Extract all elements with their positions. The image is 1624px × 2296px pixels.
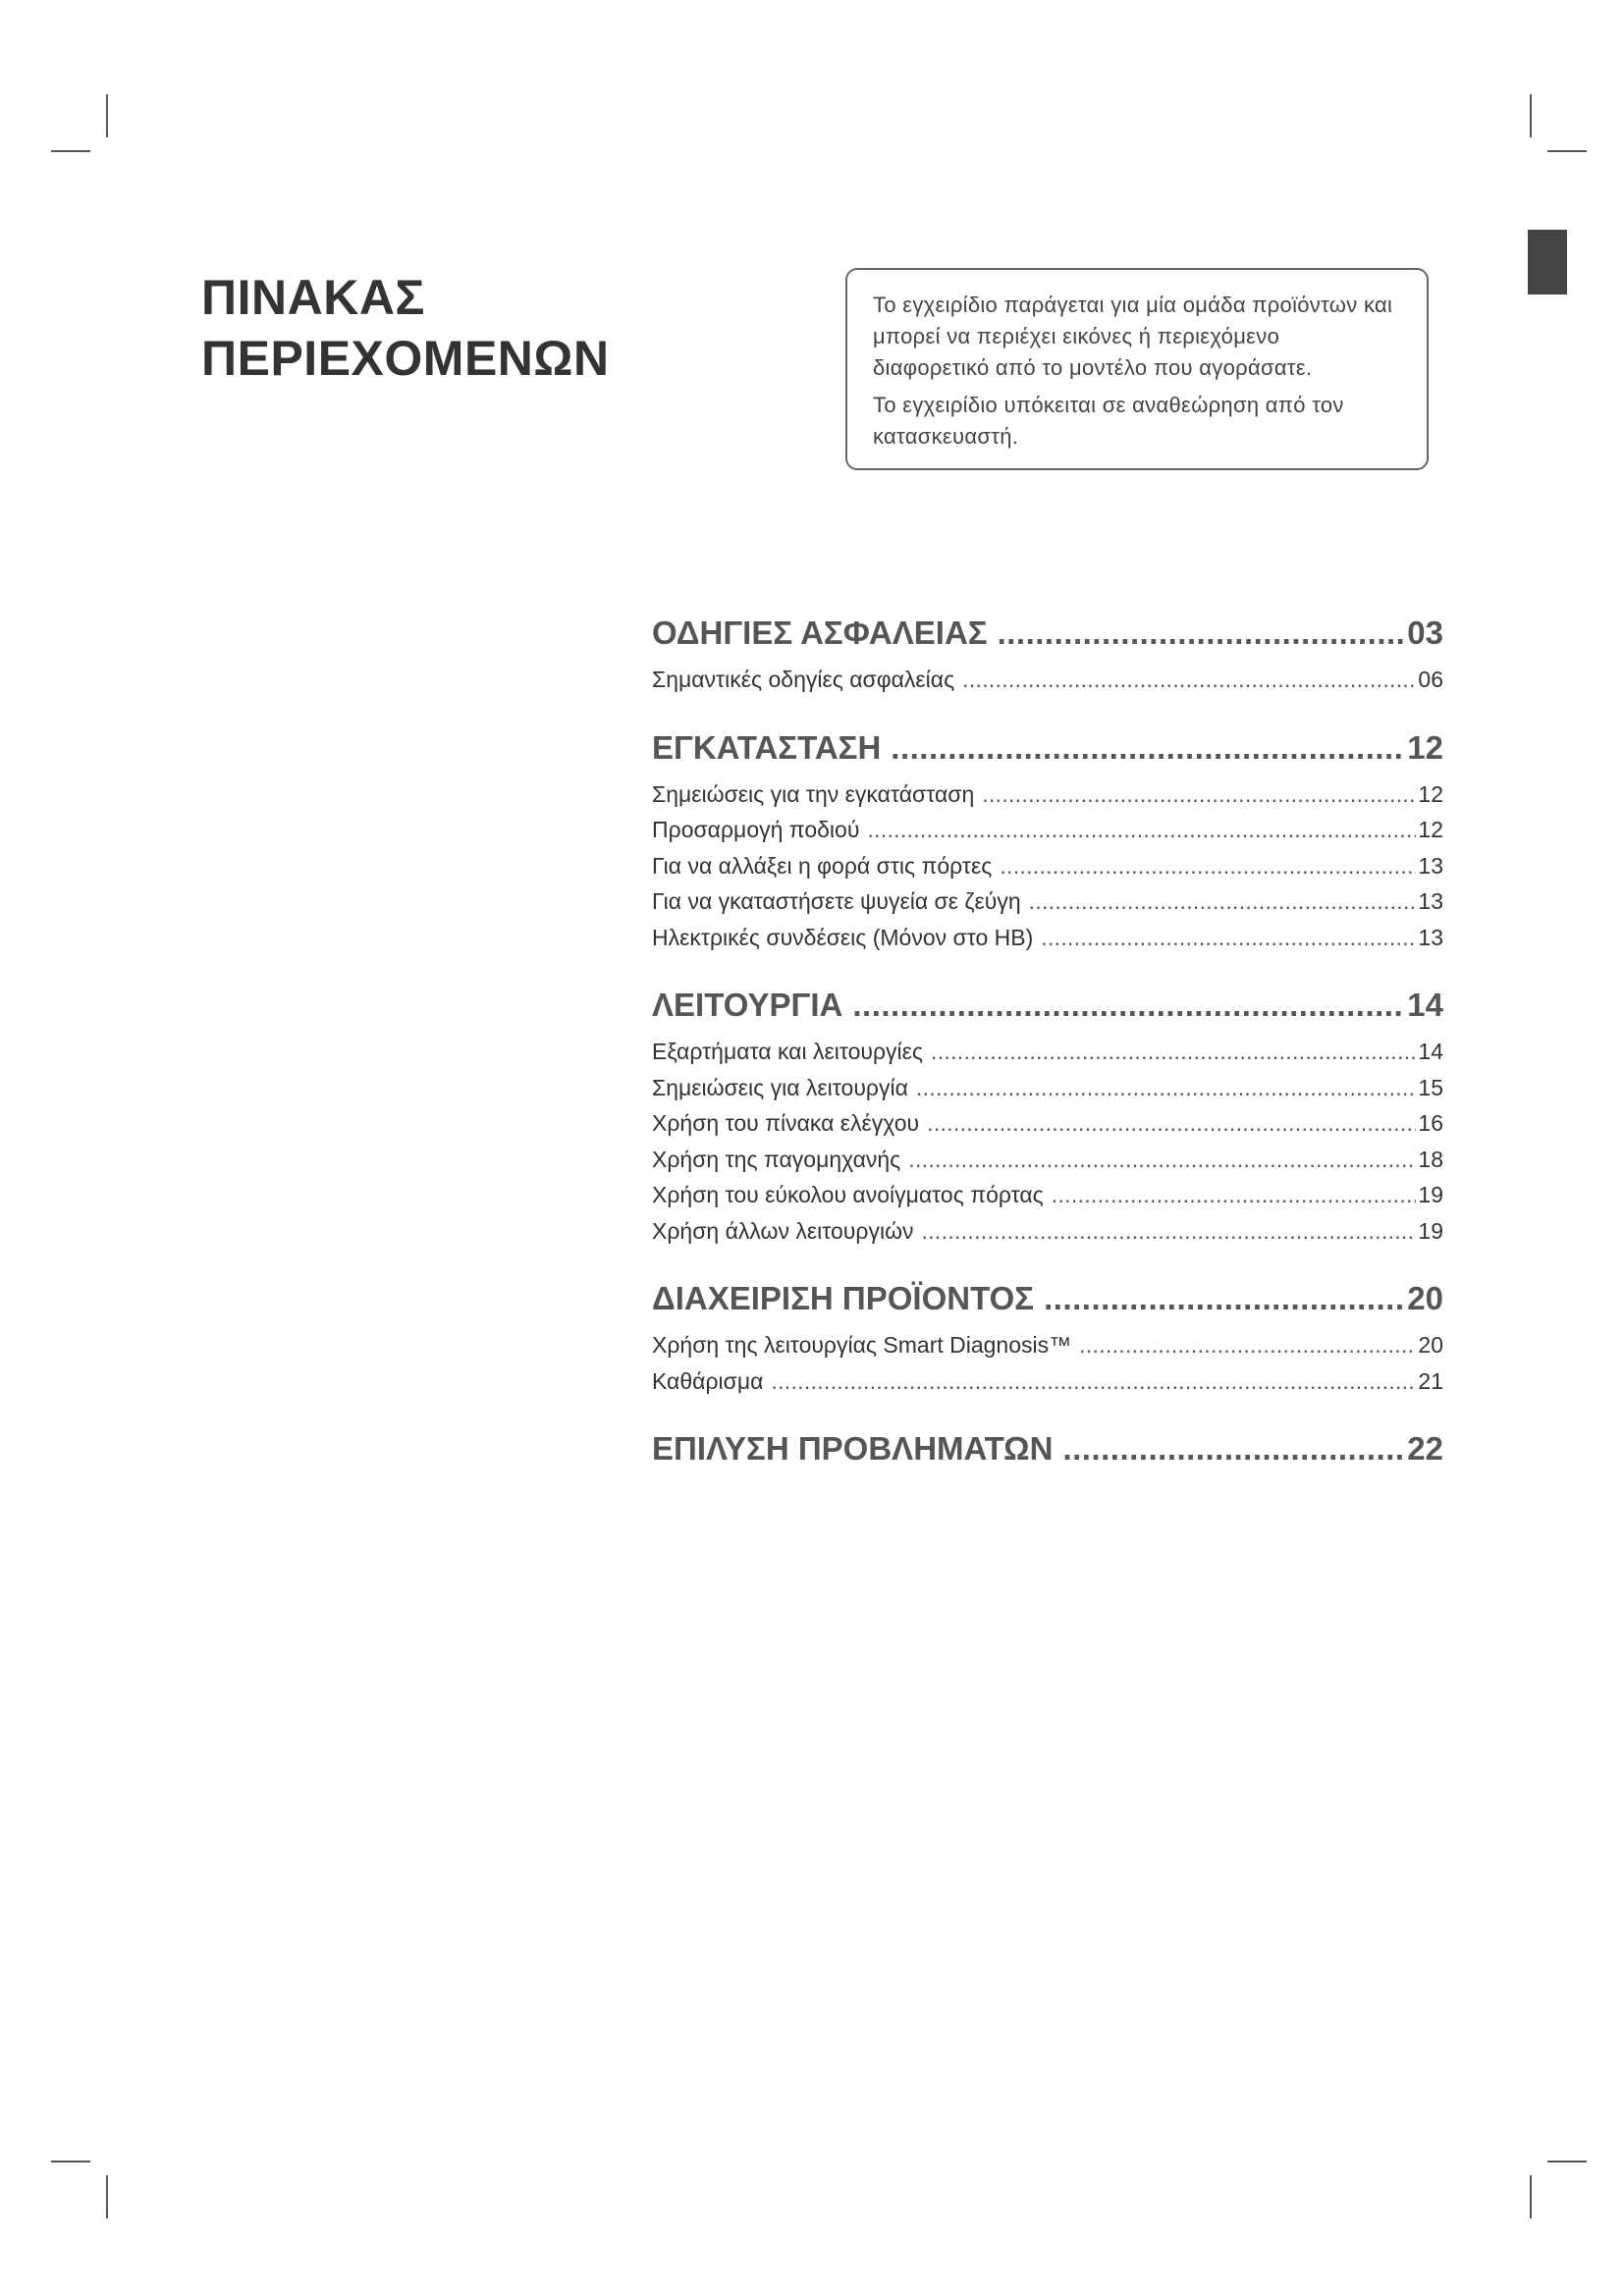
dot-leader bbox=[908, 1142, 1416, 1178]
toc-section-page-number: 20 bbox=[1407, 1280, 1443, 1316]
notice-paragraph-1: Το εγχειρίδιο παράγεται για μία ομάδα προϊόντων και μπορεί να περιέχει εικόνες ή περιεχόμενο διαφορετικό από το μοντέλο που αγοράσατε. bbox=[873, 293, 1393, 380]
notice-box bbox=[845, 268, 1429, 470]
toc-section-title: ΛΕΙΤΟΥΡΓΙΑ bbox=[652, 987, 843, 1023]
crop-mark-bottom-right-horizontal bbox=[1547, 2161, 1587, 2163]
toc-entry[interactable] bbox=[652, 1070, 1443, 1106]
crop-mark-top-right-vertical bbox=[1530, 94, 1532, 137]
toc-entry-label: Ηλεκτρικές συνδέσεις (Μόνον στο HB) bbox=[652, 924, 1034, 950]
dot-leader bbox=[927, 1105, 1416, 1142]
toc-section-title: ΔΙΑΧΕΙΡΙΣΗ ΠΡΟΪΟΝΤΟΣ bbox=[652, 1280, 1035, 1316]
toc-entry-label: Για να αλλάξει η φορά στις πόρτες bbox=[652, 852, 993, 879]
toc-entry-page-number: 13 bbox=[1418, 924, 1443, 950]
dot-leader bbox=[1029, 883, 1417, 920]
page-title bbox=[201, 267, 610, 389]
toc-entry-page-number: 21 bbox=[1418, 1367, 1443, 1394]
crop-mark-top-right-horizontal bbox=[1547, 150, 1587, 152]
toc-section-heading[interactable] bbox=[652, 723, 1443, 773]
toc-section-heading[interactable] bbox=[652, 981, 1443, 1030]
toc-entry[interactable] bbox=[652, 1363, 1443, 1400]
toc-entry[interactable] bbox=[652, 1105, 1443, 1142]
toc-entry-label: Σημαντικές οδηγίες ασφαλείας bbox=[652, 667, 955, 692]
toc-section bbox=[652, 981, 1443, 1249]
toc-entry-label: Χρήση άλλων λειτουργιών bbox=[652, 1217, 914, 1244]
dot-leader bbox=[962, 662, 1416, 698]
table-of-contents bbox=[652, 609, 1443, 1499]
toc-section-page-number: 12 bbox=[1407, 728, 1443, 766]
toc-section-heading[interactable] bbox=[652, 1274, 1443, 1323]
toc-entry[interactable] bbox=[652, 1327, 1443, 1363]
page-title-line-1: ΠΙΝΑΚΑΣ bbox=[201, 270, 425, 325]
toc-section bbox=[652, 1274, 1443, 1399]
dot-leader bbox=[931, 1034, 1416, 1070]
crop-mark-bottom-left-vertical bbox=[106, 2175, 108, 2218]
toc-entry[interactable] bbox=[652, 662, 1443, 698]
toc-section-title: ΕΓΚΑΤΑΣΤΑΣΗ bbox=[652, 728, 882, 766]
toc-section-page-number: 22 bbox=[1407, 1430, 1443, 1467]
toc-entry-label: Χρήση του εύκολου ανοίγματος πόρτας bbox=[652, 1182, 1044, 1207]
dot-leader bbox=[1079, 1327, 1416, 1363]
toc-entry-page-number: 06 bbox=[1418, 667, 1443, 692]
dot-leader bbox=[982, 776, 1416, 813]
toc-entry-page-number: 20 bbox=[1418, 1332, 1443, 1358]
dot-leader bbox=[771, 1363, 1416, 1400]
toc-section-title: ΟΔΗΓΙΕΣ ΑΣΦΑΛΕΙΑΣ bbox=[652, 614, 988, 651]
toc-entry-label: Χρήση της παγομηχανής bbox=[652, 1146, 901, 1172]
toc-entry-label: Για να γκαταστήσετε ψυγεία σε ζεύγη bbox=[652, 888, 1021, 914]
toc-entry[interactable] bbox=[652, 883, 1443, 920]
crop-mark-bottom-left-horizontal bbox=[51, 2161, 90, 2163]
crop-mark-bottom-right-vertical bbox=[1530, 2175, 1532, 2218]
toc-entry-label: Σημειώσεις για λειτουργία bbox=[652, 1074, 908, 1100]
page-title-line-2: ΠΕΡΙΕΧΟΜΕΝΩΝ bbox=[201, 331, 610, 386]
toc-entry-page-number: 16 bbox=[1418, 1110, 1443, 1136]
dot-leader bbox=[922, 1213, 1417, 1250]
dot-leader bbox=[1044, 1274, 1403, 1323]
toc-entry-page-number: 18 bbox=[1418, 1146, 1443, 1172]
toc-entry[interactable] bbox=[652, 1142, 1443, 1178]
crop-mark-top-left-horizontal bbox=[51, 150, 90, 152]
toc-section-title: ΕΠΙΛΥΣΗ ΠΡΟΒΛΗΜΑΤΩΝ bbox=[652, 1430, 1054, 1467]
toc-entry-label: Χρήση του πίνακα ελέγχου bbox=[652, 1110, 920, 1136]
toc-entry[interactable] bbox=[652, 1177, 1443, 1213]
toc-entry-label: Καθάρισμα bbox=[652, 1367, 764, 1394]
toc-entry-page-number: 19 bbox=[1418, 1182, 1443, 1207]
crop-mark-top-left-vertical bbox=[106, 94, 108, 137]
toc-entry-page-number: 14 bbox=[1418, 1039, 1443, 1064]
toc-entry-page-number: 19 bbox=[1418, 1217, 1443, 1244]
dot-leader bbox=[867, 812, 1416, 848]
dot-leader bbox=[891, 723, 1403, 773]
toc-entry-label: Χρήση της λειτουργίας Smart Diagnosis™ bbox=[652, 1332, 1072, 1358]
dot-leader bbox=[998, 609, 1404, 658]
toc-entry-label: Εξαρτήματα και λειτουργίες bbox=[652, 1039, 923, 1064]
dot-leader bbox=[1052, 1177, 1417, 1213]
toc-entry[interactable] bbox=[652, 776, 1443, 813]
toc-section-heading[interactable] bbox=[652, 609, 1443, 658]
toc-entry-page-number: 15 bbox=[1418, 1074, 1443, 1100]
dot-leader bbox=[1062, 1424, 1403, 1473]
toc-section-page-number: 03 bbox=[1407, 614, 1443, 651]
dot-leader bbox=[1041, 920, 1416, 956]
toc-section bbox=[652, 1424, 1443, 1473]
toc-entry[interactable] bbox=[652, 1034, 1443, 1070]
toc-section-page-number: 14 bbox=[1407, 987, 1443, 1023]
notice-paragraph-2: Το εγχειρίδιο υπόκειται σε αναθεώρηση από τον κατασκευαστή. bbox=[873, 393, 1344, 449]
toc-entry[interactable] bbox=[652, 920, 1443, 956]
toc-entry-page-number: 13 bbox=[1418, 852, 1443, 879]
chapter-tab-marker bbox=[1528, 230, 1567, 294]
toc-entry[interactable] bbox=[652, 848, 1443, 884]
toc-entry-label: Σημειώσεις για την εγκατάσταση bbox=[652, 780, 975, 807]
dot-leader bbox=[916, 1070, 1417, 1106]
toc-section-heading[interactable] bbox=[652, 1424, 1443, 1473]
toc-entry-page-number: 13 bbox=[1418, 888, 1443, 914]
dot-leader bbox=[1000, 848, 1416, 884]
toc-entry-page-number: 12 bbox=[1418, 817, 1443, 842]
toc-section bbox=[652, 723, 1443, 956]
toc-section bbox=[652, 609, 1443, 698]
toc-entry[interactable] bbox=[652, 1213, 1443, 1250]
dot-leader bbox=[852, 981, 1403, 1030]
toc-entry[interactable] bbox=[652, 812, 1443, 848]
toc-entry-label: Προσαρμογή ποδιού bbox=[652, 817, 860, 842]
toc-entry-page-number: 12 bbox=[1418, 780, 1443, 807]
